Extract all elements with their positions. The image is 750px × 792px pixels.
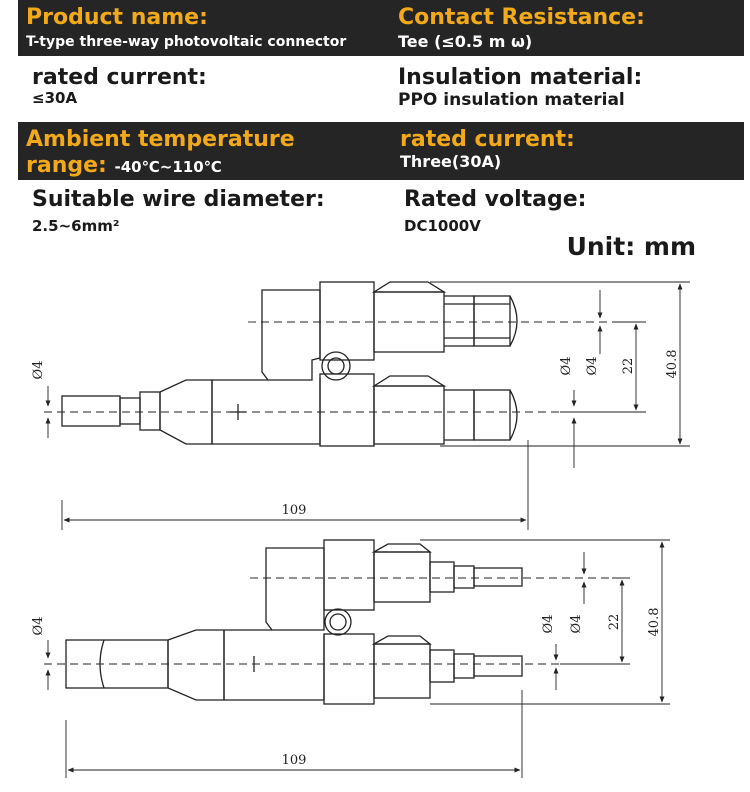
dim-length-bottom: 109: [281, 753, 307, 768]
connector-drawing-bottom: [66, 540, 522, 704]
dim-pin-b-bottom: Ø4: [569, 614, 584, 634]
rated-voltage-label: Rated voltage:: [404, 187, 587, 212]
contact-resistance-value: Tee (≤0.5 m ω): [398, 32, 533, 51]
dim-spacing-top: 22: [621, 357, 636, 375]
ambient-temp-label: Ambient temperature: [26, 127, 295, 152]
insulation-label: Insulation material:: [398, 65, 643, 90]
dim-height-top: 40.8: [665, 349, 680, 379]
rated-voltage-value: DC1000V: [404, 217, 481, 235]
wire-diameter-label: Suitable wire diameter:: [32, 187, 325, 212]
product-name-label: Product name:: [26, 5, 208, 30]
wire-diameter-value: 2.5~6mm²: [32, 217, 120, 235]
unit-label: Unit: mm: [566, 232, 696, 261]
dim-pin-a-top: Ø4: [559, 356, 574, 376]
dim-left-pin-bottom: Ø4: [31, 616, 46, 636]
product-name-value: T-type three-way photovoltaic connector: [26, 34, 347, 50]
dimension-lines-top: [44, 282, 690, 530]
rated-current-2-value: Three(30A): [400, 152, 502, 171]
dim-pin-b-top: Ø4: [585, 356, 600, 376]
rated-current-label: rated current:: [32, 65, 207, 90]
connector-drawing-top: [62, 282, 517, 446]
dim-left-pin-top: Ø4: [31, 360, 46, 380]
ambient-temp-label-2: range:: [26, 153, 107, 178]
dim-pin-a-bottom: Ø4: [541, 614, 556, 634]
rated-current-value: ≤30A: [32, 89, 78, 107]
dim-height-bottom: 40.8: [647, 607, 662, 637]
insulation-value: PPO insulation material: [398, 90, 625, 110]
dim-spacing-bottom: 22: [607, 613, 622, 631]
dim-length-top: 109: [281, 503, 307, 518]
rated-current-2-label: rated current:: [400, 127, 575, 152]
contact-resistance-label: Contact Resistance:: [398, 5, 645, 30]
dimension-lines-bottom: [44, 540, 670, 778]
ambient-temp-value: -40℃~110℃: [114, 158, 222, 176]
